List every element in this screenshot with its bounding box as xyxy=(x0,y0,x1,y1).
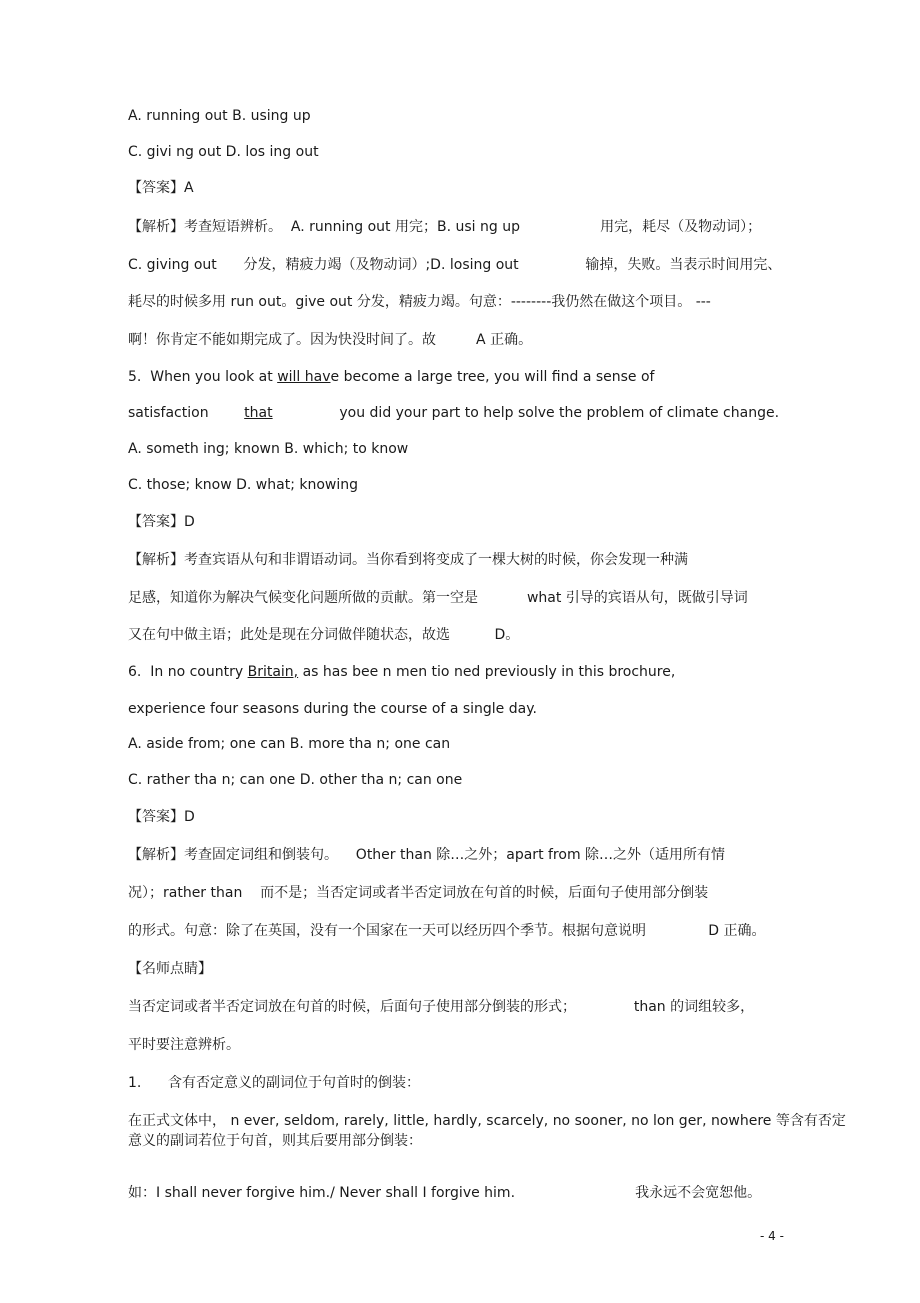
option-line: C. those; know D. what; knowing xyxy=(128,477,359,493)
question-5-line-2: satisfaction that you did your part to help solve the problem of climate change. xyxy=(128,405,780,421)
analysis-line: 【解析】考查短语辨析。 A. running out 用完；B. usi ng up 用完，耗尽（及物动词）； xyxy=(128,219,762,235)
question-6-line-2: experience four seasons during the course of a single day. xyxy=(128,701,537,717)
option-line: A. someth ing; known B. which; to know xyxy=(128,441,409,457)
tip-heading: 【名师点睛】 xyxy=(128,961,212,977)
answer-line: 【答案】D xyxy=(128,809,195,825)
tip-line: 在正式文体中， n ever, seldom, rarely, little, hardly, scarcely, no sooner, no lon ger, nowhere 等含有否定 xyxy=(128,1113,846,1129)
option-line: A. aside from; one can B. more tha n; one can xyxy=(128,736,451,752)
analysis-line: 又在句中做主语；此处是现在分词做伴随状态，故选 D。 xyxy=(128,627,520,643)
tip-line: 意义的副词若位于句首，则其后要用部分倒装： xyxy=(128,1133,422,1149)
option-line: A. running out B. using up xyxy=(128,108,311,124)
analysis-line: C. giving out 分发，精疲力竭（及物动词）;D. losing out 输掉，失败。当表示时间用完、 xyxy=(128,257,782,273)
analysis-line: 啊！你肯定不能如期完成了。因为快没时间了。故 A 正确。 xyxy=(128,332,533,348)
option-line: C. givi ng out D. los ing out xyxy=(128,144,319,160)
tip-line: 当否定词或者半否定词放在句首的时候，后面句子使用部分倒装的形式； than 的词组较多， xyxy=(128,999,755,1015)
answer-line: 【答案】A xyxy=(128,180,194,196)
tip-section-heading: 1. 含有否定意义的副词位于句首时的倒装： xyxy=(128,1075,421,1091)
analysis-line: 足感，知道你为解决气候变化问题所做的贡献。第一空是 what 引导的宾语从句，既做引导词 xyxy=(128,590,748,606)
analysis-line: 的形式。句意：除了在英国，没有一个国家在一天可以经历四个季节。根据句意说明 D 正确。 xyxy=(128,923,766,939)
tip-line: 平时要注意辨析。 xyxy=(128,1037,240,1053)
analysis-line: 耗尽的时候多用 run out。give out 分发，精疲力竭。句意：--------我仍然在做这个项目。 --- xyxy=(128,294,711,310)
analysis-line: 况）；rather than 而不是；当否定词或者半否定词放在句首的时候，后面句子使用部分倒装 xyxy=(128,885,709,901)
answer-line: 【答案】D xyxy=(128,514,195,530)
page-number: - 4 - xyxy=(760,1229,784,1243)
analysis-line: 【解析】考查固定词组和倒装句。 Other than 除…之外；apart from 除…之外（适用所有情 xyxy=(128,847,726,863)
question-6-line-1: 6. In no country Britain, as has bee n men tio ned previously in this brochure, xyxy=(128,664,676,680)
option-line: C. rather tha n; can one D. other tha n; can one xyxy=(128,772,463,788)
example-line: 如：I shall never forgive him./ Never shall I forgive him. 我永远不会宽恕他。 xyxy=(128,1185,762,1201)
question-5-line-1: 5. When you look at will have become a large tree, you will find a sense of xyxy=(128,369,655,385)
analysis-line: 【解析】考查宾语从句和非谓语动词。当你看到将变成了一棵大树的时候，你会发现一种满 xyxy=(128,552,688,568)
